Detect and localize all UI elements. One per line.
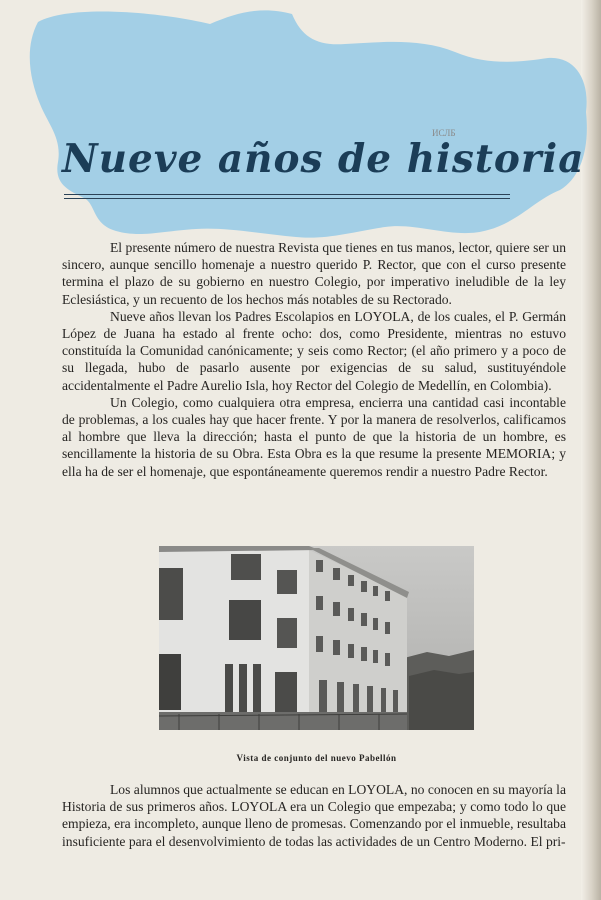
paragraph: El presente número de nuestra Revista que tienes en tus manos, lector, quiere ser un sincero, aunque sencillo homenaje a nuestro querido P. Rector, que con el curso presente termina el plazo de su gobierno en nuestro Colegio, por imperativo ineludible de la ley Eclesiástica, y un recuento de los hechos más notables de su Rectorado. xyxy=(62,240,566,307)
building-photo xyxy=(159,546,474,730)
title-background-blob xyxy=(0,0,601,260)
title-rule-top xyxy=(64,194,510,195)
article-body-bottom xyxy=(62,781,566,850)
title-rule-bottom xyxy=(64,198,510,199)
paragraph: Los alumnos que actualmente se educan en LOYOLA, no conocen en su mayoría la Historia de sus primeros años. LOYOLA era un Colegio que empezaba; y como todo lo que empieza, era incompleto, aunque lleno de promesas. Comenzando por el inmueble, resultaba insuficiente para el desenvolvimiento de todas las actividades de un Centro Moderno. El pri- xyxy=(62,782,566,849)
photo-caption: Vista de conjunto del nuevo Pabellón xyxy=(236,753,397,763)
paragraph: Nueve años llevan los Padres Escolapios en LOYOLA, de los cuales, el P. Germán López de Juana ha estado al frente ocho: dos, como Presidente, mientras no estuvo constituída la Comunidad canónicamente; y seis como Rector; (el año primero y a poco de su llegada, hubo de pasarlo ausente por exigencias de su salud, sustituyéndole accidentalmente el Padre Aurelio Isla, hoy Rector del Colegio de Medellín, en Colombia). xyxy=(62,308,566,393)
article-body-top xyxy=(62,239,566,480)
page-stamp: ИСЛБ xyxy=(432,128,456,138)
paragraph: Un Colegio, como cualquiera otra empresa, encierra una cantidad casi incontable de problemas, a los cuales hay que hacer frente. Y por la manera de resolverlos, calificamos al hombre que lleva la dirección; hasta el punto de que la historia de un hombre, es sencillamente la historia de su Obra. Esta Obra es la que resume la presente MEMORIA; y ella ha de ser el homenaje, que espontáneamente queremos rendir a nuestro Padre Rector. xyxy=(62,394,566,479)
article-title: Nueve años de historia xyxy=(62,136,585,182)
